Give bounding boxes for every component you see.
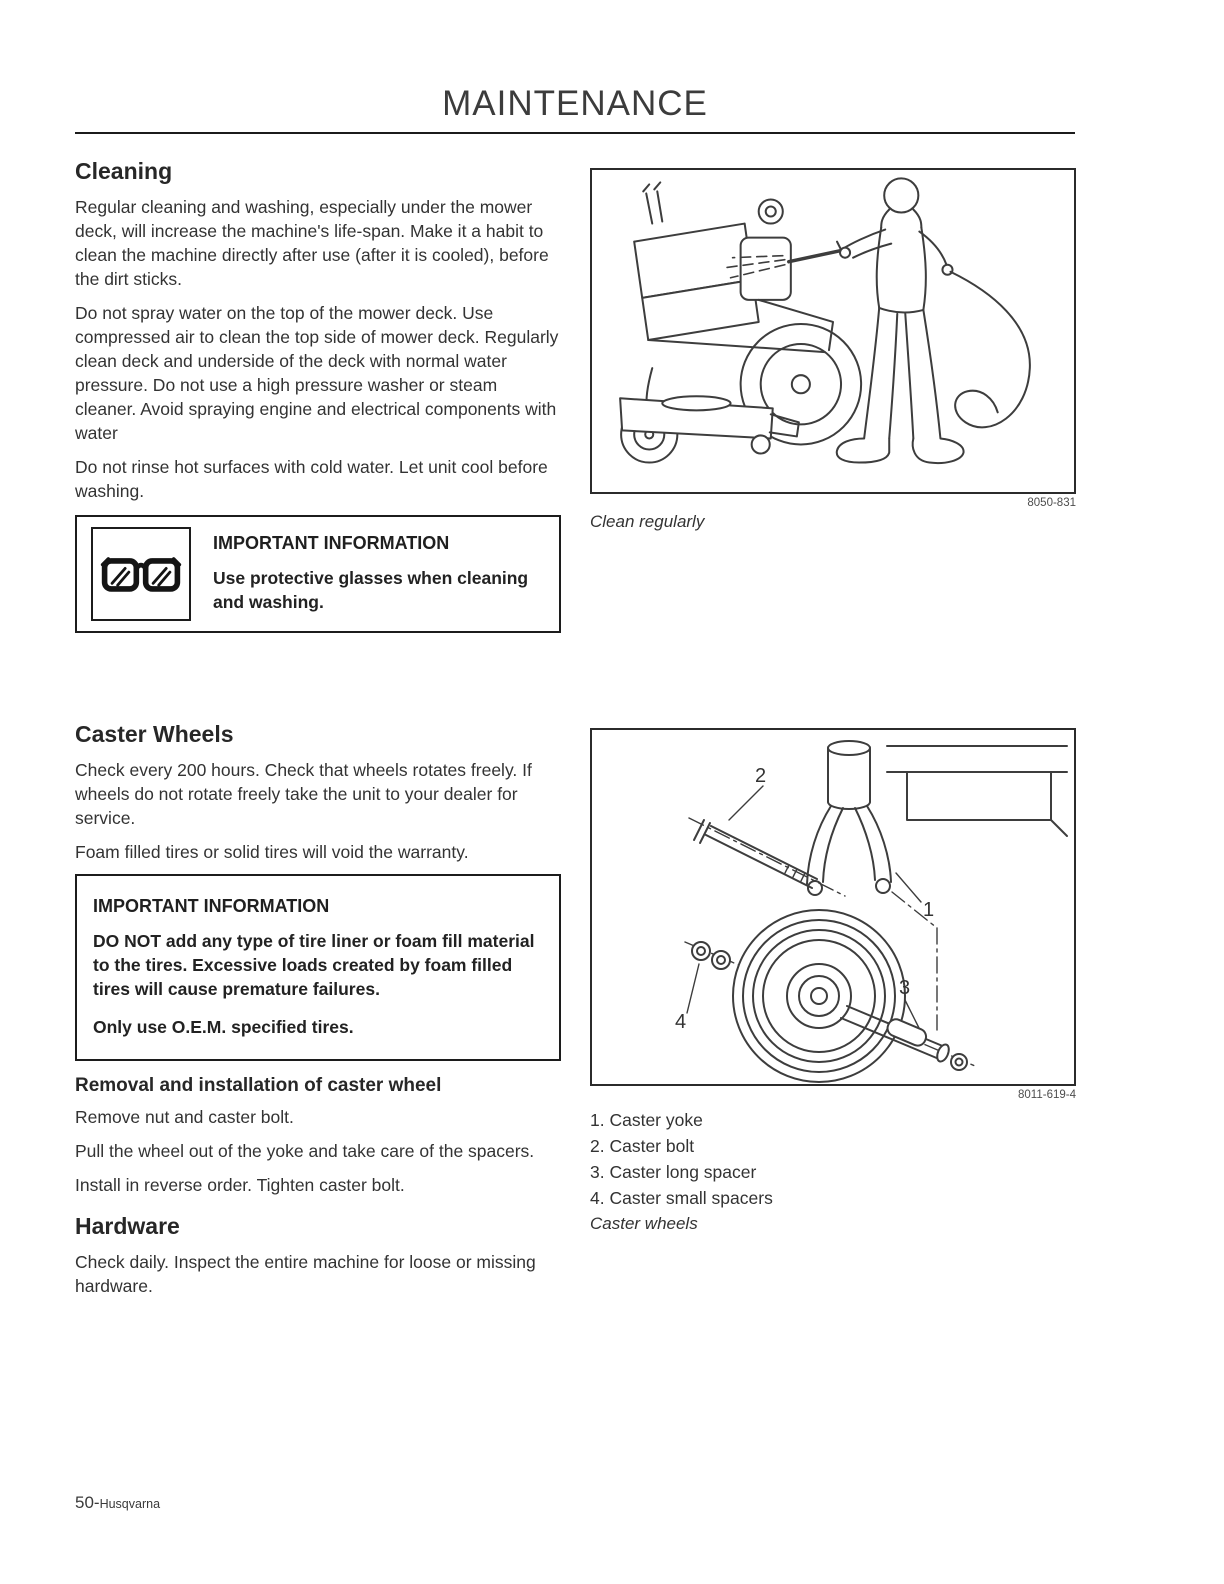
- protective-glasses-icon: [91, 527, 191, 621]
- legend-item-caster-yoke: 1. Caster yoke: [590, 1110, 703, 1130]
- caster-wheel-diagram: [592, 730, 1074, 1084]
- figure2-label-2: 2: [755, 765, 767, 787]
- figure2-label-4: 4: [675, 1011, 687, 1033]
- important-box2-body-1: DO NOT add any type of tire liner or foam fill material to the tires. Excessive loads created by foam filled tires will cause premature failures.: [93, 931, 535, 999]
- cleaning-paragraph-3: Do not rinse hot surfaces with cold water. Let unit cool before washing.: [75, 457, 548, 501]
- figure-caster-wheels: [590, 728, 1076, 1086]
- page-footer: [75, 1493, 160, 1513]
- important-box2-body-2: Only use O.E.M. specified tires.: [93, 1017, 354, 1037]
- legend-item-caster-bolt: 2. Caster bolt: [590, 1136, 695, 1156]
- caster-wheels-heading: Caster Wheels: [75, 721, 234, 747]
- important-box2-title: IMPORTANT INFORMATION: [93, 896, 330, 916]
- cleaning-heading: Cleaning: [75, 158, 173, 184]
- cleaning-paragraph-1: Regular cleaning and washing, especially under the mower deck, will increase the machine's life-span. Make it a habit to clean the machine directly after use (after it is cooled), before the dirt sticks.: [75, 197, 549, 289]
- figure2-legend: [590, 1107, 1076, 1211]
- page-title: MAINTENANCE: [442, 84, 708, 123]
- mower-washing-illustration: [592, 170, 1074, 492]
- removal-paragraph-1: Remove nut and caster bolt.: [75, 1107, 294, 1127]
- caster-wheels-paragraph-2: Foam filled tires or solid tires will void the warranty.: [75, 842, 469, 862]
- important-box1-title: IMPORTANT INFORMATION: [213, 533, 450, 553]
- right-column: [590, 168, 1076, 1234]
- figure1-caption: Clean regularly: [590, 512, 705, 531]
- removal-paragraph-2: Pull the wheel out of the yoke and take care of the spacers.: [75, 1141, 535, 1161]
- hardware-paragraph: Check daily. Inspect the entire machine for loose or missing hardware.: [75, 1252, 536, 1296]
- cleaning-paragraph-2: Do not spray water on the top of the mower deck. Use compressed air to clean the top side of mower deck. Regularly clean deck and underside of the deck with normal water pressure. Do not use a high pressure washer or steam cleaner. Avoid spraying engine and electrical components with water: [75, 303, 559, 443]
- title-rule: [75, 132, 1075, 134]
- important-box-text: [213, 527, 545, 618]
- figure2-caption: Caster wheels: [590, 1214, 698, 1233]
- hardware-heading: Hardware: [75, 1213, 180, 1239]
- figure2-ref: 8011-619-4: [1018, 1089, 1076, 1101]
- removal-heading: Removal and installation of caster wheel: [75, 1075, 442, 1096]
- important-box1-body: Use protective glasses when cleaning and washing.: [213, 568, 529, 612]
- figure-clean-regularly: [590, 168, 1076, 494]
- removal-paragraph-3: Install in reverse order. Tighten caster bolt.: [75, 1175, 405, 1195]
- caster-wheels-paragraph-1: Check every 200 hours. Check that wheels rotates freely. If wheels do not rotate freely take the unit to your dealer for service.: [75, 760, 532, 828]
- figure1-ref: 8050-831: [1027, 497, 1076, 509]
- left-column: [75, 158, 561, 1308]
- figure2-label-1: 1: [923, 899, 935, 921]
- legend-item-caster-long-spacer: 3. Caster long spacer: [590, 1162, 757, 1182]
- footer-page-number: 50-: [75, 1493, 100, 1512]
- footer-brand: Husqvarna: [99, 1497, 161, 1511]
- figure2-label-3: 3: [899, 977, 911, 999]
- important-information-box-tires: [75, 874, 561, 1061]
- legend-item-caster-small-spacers: 4. Caster small spacers: [590, 1188, 773, 1208]
- important-information-box-cleaning: [75, 515, 561, 633]
